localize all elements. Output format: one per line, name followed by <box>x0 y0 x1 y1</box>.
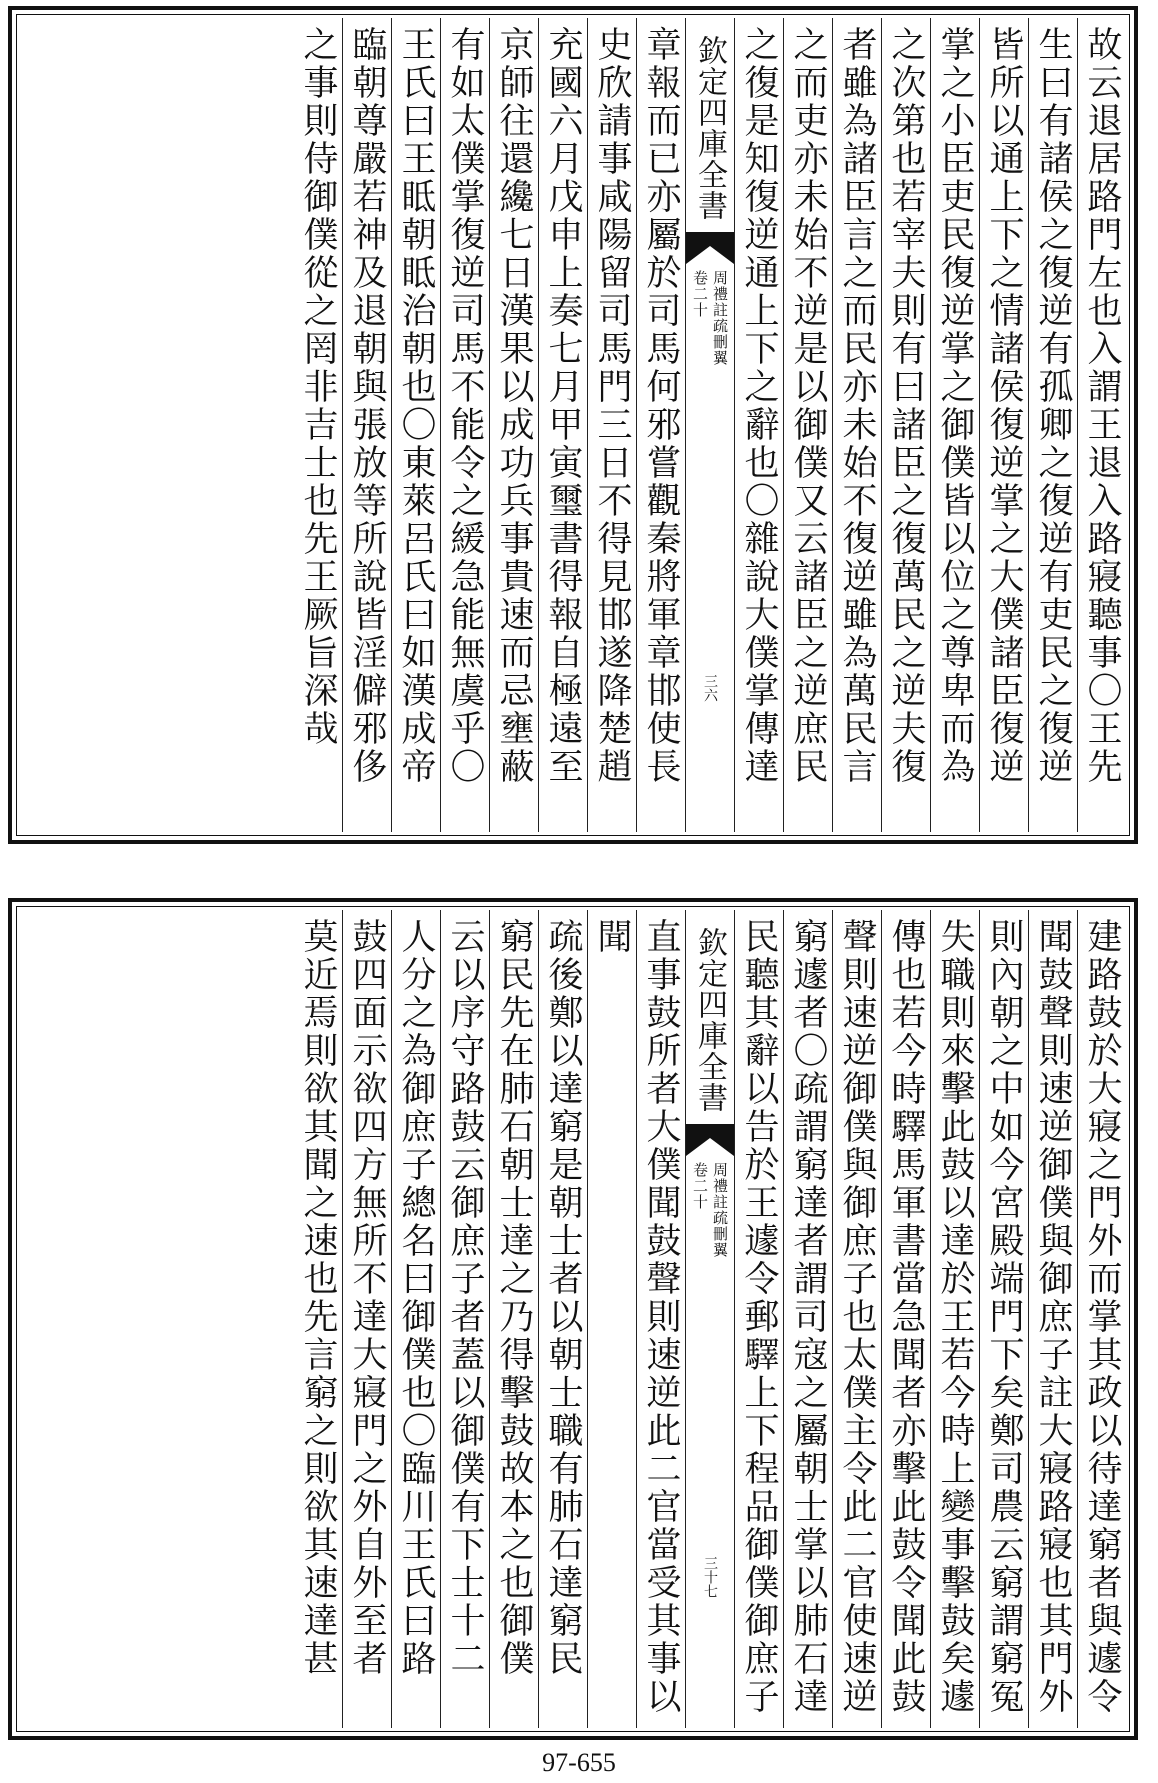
text-column: 有如太僕掌復逆司馬不能令之緩急能無虞乎〇 <box>440 18 489 832</box>
text-column: 窮遽者〇疏謂窮達者謂司寇之屬朝士掌以肺石達 <box>783 910 832 1728</box>
fish-tail-mark-icon <box>686 234 734 264</box>
text-column: 故云退居路門左也入謂王退入路寢聽事〇王先 <box>1077 18 1126 832</box>
text-column: 之次第也若宰夫則有曰諸臣之復萬民之逆夫復 <box>881 18 930 832</box>
top-page <box>8 6 1138 844</box>
text-column: 臨朝尊嚴若神及退朝與張放等所說皆淫僻邪侈 <box>342 18 391 832</box>
banner-title: 欽定四庫全書 <box>686 910 734 1126</box>
text-column: 者雖為諸臣言之而民亦未始不復逆雖為萬民言 <box>832 18 881 832</box>
banner-book-title: 周禮註疏刪翼 <box>711 1162 729 1258</box>
text-column: 京師往還纔七日漢果以成功兵事貴速而忌壅蔽 <box>489 18 538 832</box>
text-column: 章報而已亦屬於司馬何邪嘗觀秦將軍章邯使長 <box>636 18 685 832</box>
banner-volume: 卷二十 <box>691 270 709 318</box>
banner-title: 欽定四庫全書 <box>686 18 734 234</box>
text-column: 窮民先在肺石朝士達之乃得擊鼓故本之也御僕 <box>489 910 538 1728</box>
text-column: 聲則速逆御僕與御庶子也太僕主令此二官使速逆 <box>832 910 881 1728</box>
banner-leaf-number: 三十七 <box>702 1556 718 1598</box>
banner-leaf-number: 三六 <box>702 674 718 702</box>
bottom-page-columns <box>20 910 1126 1728</box>
text-column: 莫近焉則欲其聞之速也先言窮之則欲其速達甚 <box>298 918 338 1678</box>
page-number: 97-655 <box>542 1748 616 1777</box>
bottom-page <box>8 898 1138 1740</box>
text-column: 生曰有諸侯之復逆有孤卿之復逆有吏民之復逆 <box>1028 18 1077 832</box>
top-page-columns <box>20 18 1126 832</box>
text-column: 皆所以通上下之情諸侯復逆掌之大僕諸臣復逆 <box>979 18 1028 832</box>
text-column: 史欣請事咸陽留司馬門三日不得見邯遂降楚趙 <box>587 18 636 832</box>
text-column: 之事則侍御僕從之罔非吉士也先王厥旨深哉 <box>298 26 338 748</box>
text-column: 建路鼓於大寢之門外而掌其政以待達窮者與遽令 <box>1077 910 1126 1728</box>
text-column: 傳也若今時驛馬軍書當急聞者亦擊此鼓令聞此鼓 <box>881 910 930 1728</box>
fish-tail-mark-icon <box>686 1126 734 1156</box>
text-column: 直事鼓所者大僕聞鼓聲則速逆此二官當受其事以 <box>636 910 685 1728</box>
text-column: 之復是知復逆通上下之辭也〇雜說大僕掌傳達 <box>734 18 783 832</box>
banner-book-title: 周禮註疏刪翼 <box>711 270 729 366</box>
text-column: 聞 <box>587 910 636 1728</box>
text-column: 民聽其辭以告於王遽令郵驛上下程品御僕御庶子 <box>734 910 783 1728</box>
text-column: 王氏曰王眡朝眡治朝也〇東萊呂氏曰如漢成帝 <box>391 18 440 832</box>
text-column: 鼓四面示欲四方無所不達大寢門之外自外至者 <box>342 910 391 1728</box>
center-banner <box>685 910 734 1728</box>
text-column: 之而吏亦未始不逆是以御僕又云諸臣之逆庶民 <box>783 18 832 832</box>
banner-volume: 卷二十 <box>691 1162 709 1210</box>
text-column: 人分之為御庶子總名曰御僕也〇臨川王氏曰路 <box>391 910 440 1728</box>
text-column: 則內朝之中如今宮殿端門下矣鄭司農云窮謂窮冤 <box>979 910 1028 1728</box>
banner-meta <box>691 1162 729 1258</box>
text-column: 疏後鄭以達窮是朝士者以朝士職有肺石達窮民 <box>538 910 587 1728</box>
text-column: 充國六月戊申上奏七月甲寅璽書得報自極遠至 <box>538 18 587 832</box>
center-banner <box>685 18 734 832</box>
text-column: 失職則來擊此鼓以達於王若今時上變事擊鼓矣遽 <box>930 910 979 1728</box>
banner-meta <box>691 270 729 366</box>
text-column: 聞鼓聲則速逆御僕與御庶子註大寢路寢也其門外 <box>1028 910 1077 1728</box>
text-column: 掌之小臣吏民復逆掌之御僕皆以位之尊卑而為 <box>930 18 979 832</box>
text-column: 云以序守路鼓云御庶子者蓋以御僕有下士十二 <box>440 910 489 1728</box>
